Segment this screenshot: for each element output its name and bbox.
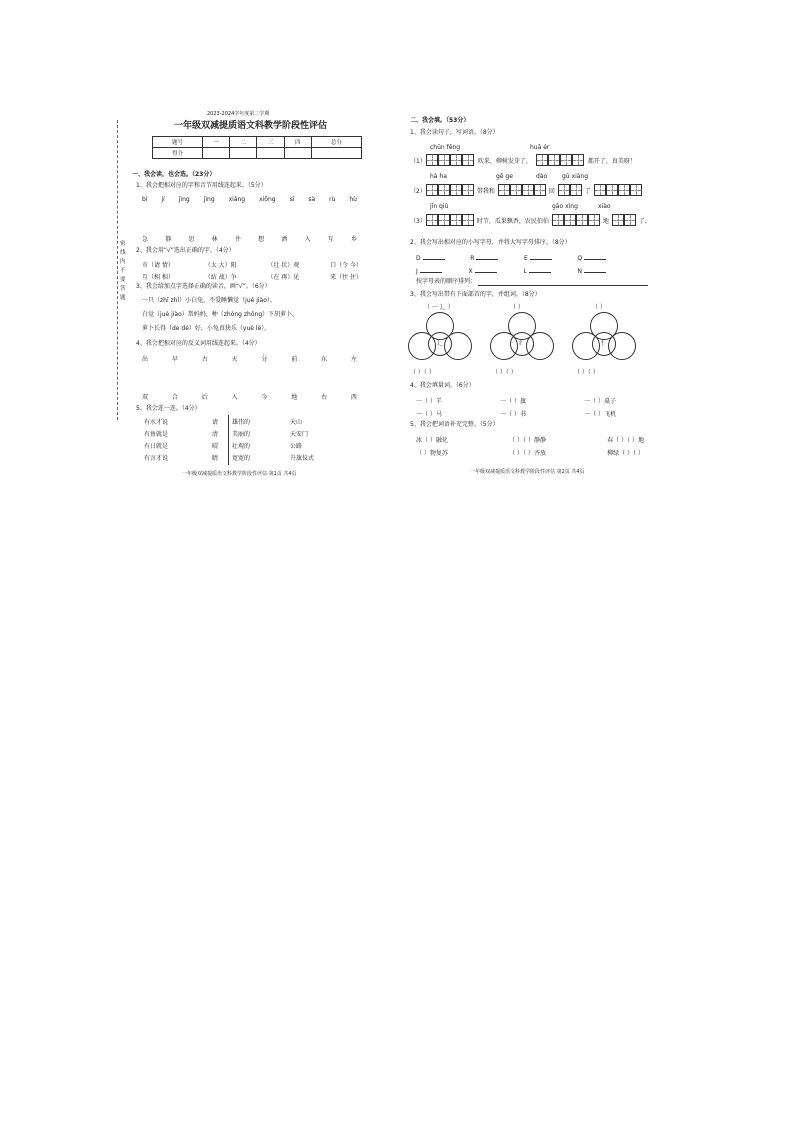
writing-box[interactable] <box>552 214 564 226</box>
pinyin: rù <box>329 196 336 203</box>
writing-box[interactable] <box>462 214 474 226</box>
order-answer-line[interactable] <box>478 279 648 286</box>
idiom-row-2 <box>416 448 644 457</box>
pinyin: xiǎng <box>228 196 246 203</box>
hanzi: 林 <box>211 236 218 243</box>
choice-item[interactable]: 市（请 情） <box>142 262 174 269</box>
q5-col-1 <box>144 417 200 465</box>
capital-letter: L <box>523 268 527 275</box>
hanzi: 想 <box>258 236 265 243</box>
q5-instruction: 5、我会连一连。（4分） <box>136 405 201 412</box>
hanzi: 睛 <box>212 455 219 462</box>
phrase: 宽宽的 <box>232 455 251 462</box>
hanzi: 静 <box>165 236 172 243</box>
pinyin: gū xiāng <box>562 173 589 180</box>
pinyin: bì <box>142 196 148 203</box>
hanzi: 后 <box>201 394 208 401</box>
q5-col-2 <box>212 417 224 465</box>
capital-letter: J <box>416 268 418 275</box>
q2-instruction: 2、我会写出相对应的小写字母，并将大写字母排序。（8分） <box>410 239 571 246</box>
pinyin: jìng <box>203 196 215 203</box>
measure-item[interactable]: 一（ ）书 <box>500 411 526 418</box>
score-cell[interactable] <box>311 148 361 159</box>
phrase: 有日就是 <box>144 443 169 450</box>
item-number: （1） <box>410 157 426 165</box>
writing-box[interactable] <box>438 154 450 166</box>
choice-item[interactable]: （在 再）见 <box>267 274 300 281</box>
q4-instruction: 4、我会把相对应的反义词用线连起来。（4分） <box>136 340 261 347</box>
hanzi: 入 <box>304 236 311 243</box>
choice-item[interactable]: （站 战）争 <box>204 274 237 281</box>
radical-top-label: （ 一 辶 ） <box>424 304 454 311</box>
q5-divider <box>228 415 229 465</box>
writing-box[interactable] <box>438 214 450 226</box>
radical-top-label: （ ） <box>510 304 524 311</box>
score-cell[interactable] <box>203 148 230 159</box>
hanzi: 晴 <box>212 443 219 450</box>
q2-instruction: 2、我会用“√”选出正确的字。（4分） <box>136 247 235 254</box>
section-2-heading: 二、我会填。（53分） <box>410 117 470 124</box>
phrase: 有言才说 <box>144 455 169 462</box>
score-head: 一 <box>203 137 230 148</box>
writing-box[interactable] <box>522 184 534 196</box>
pinyin: jìng <box>178 196 190 203</box>
pinyin: xiōng <box>259 196 276 203</box>
phrase: 有水才说 <box>144 419 169 426</box>
idiom-item[interactable]: （ ）（ ）静静 <box>509 437 546 444</box>
hanzi: 思 <box>188 236 195 243</box>
score-head: 二 <box>230 137 257 148</box>
word-blanks[interactable]: （ ）（ ） <box>574 369 599 376</box>
word-blanks[interactable]: （ ）（ ） <box>410 369 435 376</box>
radical: 纟 <box>518 340 525 347</box>
hanzi: 急 <box>142 236 149 243</box>
hanzi: 合 <box>171 394 178 401</box>
letter-blank[interactable] <box>529 266 551 273</box>
margin-warning: 密 线 内 不 要 答 题 <box>120 241 126 301</box>
writing-box[interactable] <box>564 214 576 226</box>
pinyin: chūn fēng <box>430 144 461 151</box>
q3-line-1[interactable]: 一只（zhī zhǐ）小白兔，不爱睡懒觉（jué jiào）。 <box>142 297 276 304</box>
measure-item[interactable]: 一（ ）桌子 <box>584 398 616 405</box>
phrase: 天安门 <box>290 431 309 438</box>
q1-line-3 <box>410 214 651 226</box>
hanzi: 右 <box>321 394 328 401</box>
writing-box[interactable] <box>510 184 522 196</box>
score-cell[interactable] <box>257 148 284 159</box>
pinyin: sī <box>289 196 295 203</box>
measure-item[interactable]: 一（ ）羊 <box>416 398 442 405</box>
hanzi: 西 <box>350 394 357 401</box>
capital-letter: Q <box>577 255 583 262</box>
choice-item[interactable]: 互（相 相） <box>142 274 174 281</box>
idiom-item[interactable]: 冰（ ）融化 <box>416 437 448 444</box>
measure-item[interactable]: 一（ ）飞机 <box>584 411 616 418</box>
capital-letter: N <box>577 268 583 275</box>
pinyin: gāo xìng <box>552 203 578 210</box>
order-label: 按字母表的顺序排列： <box>416 278 477 285</box>
writing-box[interactable] <box>594 184 606 196</box>
writing-box[interactable] <box>536 154 548 166</box>
hanzi: 清 <box>212 431 219 438</box>
phrase: 有鱼就是 <box>144 431 169 438</box>
measure-row-1 <box>416 396 616 405</box>
score-head: 题号 <box>153 137 203 148</box>
letter-blank[interactable] <box>476 253 498 260</box>
writing-box[interactable] <box>450 154 462 166</box>
score-cell[interactable] <box>284 148 311 159</box>
sentence-text: 带我和 <box>476 187 495 195</box>
sentence-text: 吹来，柳树发芽了， <box>477 157 532 165</box>
exam-page-2 <box>400 112 660 482</box>
writing-box[interactable] <box>426 214 438 226</box>
q4-instruction: 4、我会填量词。（6分） <box>410 382 475 389</box>
sentence-text: 地 <box>602 217 609 225</box>
letter-row-2 <box>416 266 606 275</box>
letter-blank[interactable] <box>584 266 606 273</box>
choice-item[interactable]: 口（令 今） <box>330 262 362 269</box>
term-label: 2023-2024学年度第二学期 <box>207 111 270 117</box>
hanzi: 双 <box>142 394 149 401</box>
pinyin: gē ge <box>496 173 513 180</box>
sentence-text: 了。 <box>638 217 651 225</box>
capital-letter: D <box>416 255 421 262</box>
writing-box[interactable] <box>450 184 462 196</box>
idiom-item[interactable]: （ ）物复苏 <box>416 450 448 457</box>
hanzi: 今 <box>261 394 268 401</box>
q4-bottom-row <box>142 392 357 401</box>
capital-letter: X <box>468 268 473 275</box>
pinyin: xiào <box>598 203 611 210</box>
hanzi: 前 <box>291 356 298 363</box>
exam-page-1 <box>112 112 380 482</box>
letter-blank[interactable] <box>530 253 552 260</box>
idiom-item[interactable]: 柳绿（ ）（ ） <box>607 450 644 457</box>
writing-box[interactable] <box>462 184 474 196</box>
q3-line-2[interactable]: 白觉（jué jiào）帮妈妈，种（zhòng zhǒng）下胡萝卜。 <box>142 311 299 318</box>
q5-instruction: 5、我会把词语补充完整。（5分） <box>410 421 499 428</box>
item-number: （2） <box>410 187 426 195</box>
hanzi: 早 <box>171 356 178 363</box>
item-number: （3） <box>410 217 426 225</box>
letter-blank[interactable] <box>475 266 497 273</box>
letter-blank[interactable] <box>420 266 442 273</box>
writing-box[interactable] <box>612 214 624 226</box>
q2-row-1 <box>142 260 362 269</box>
phrase: 天山 <box>290 419 303 426</box>
hanzi: 左 <box>350 356 357 363</box>
hanzi: 请 <box>212 419 219 426</box>
sentence-text: 回 <box>548 187 555 195</box>
q4-top-row <box>142 354 357 363</box>
page-footer: 一年级双减提质语文科教学阶段性评估 第2页 共4页 <box>470 469 585 475</box>
q1-line-2 <box>410 184 642 196</box>
sentence-text: 都开了，真美呀！ <box>587 157 636 165</box>
q2-row-2 <box>142 272 362 281</box>
writing-box[interactable] <box>450 214 462 226</box>
phrase: 公路 <box>290 443 303 450</box>
writing-box[interactable] <box>624 214 636 226</box>
word-blanks[interactable]: （ ）（ ） <box>492 369 517 376</box>
q1-pinyin-row <box>142 196 357 203</box>
writing-box[interactable] <box>438 184 450 196</box>
writing-box[interactable] <box>576 214 588 226</box>
phrase: 雄伟的 <box>232 419 251 426</box>
pinyin: sà <box>308 196 316 203</box>
radical-top-label: （ ） <box>592 304 606 311</box>
hanzi: 古 <box>201 356 208 363</box>
hanzi: 互 <box>327 236 334 243</box>
letter-blank[interactable] <box>584 253 606 260</box>
section-1-heading: 一、我会读，也会选。（23分） <box>132 171 216 178</box>
hanzi: 天 <box>231 356 238 363</box>
writing-box[interactable] <box>572 154 584 166</box>
writing-box[interactable] <box>498 184 510 196</box>
capital-letter: E <box>523 255 528 262</box>
score-head: 总分 <box>311 137 361 148</box>
writing-box[interactable] <box>548 154 560 166</box>
measure-row-2 <box>416 409 616 418</box>
writing-box[interactable] <box>534 184 546 196</box>
writing-box[interactable] <box>558 184 570 196</box>
q1-char-row <box>142 234 357 243</box>
choice-item[interactable]: （太 大）阳 <box>204 262 237 269</box>
choice-item[interactable]: 来（往 住） <box>330 274 362 281</box>
measure-item[interactable]: 一（ ）旗 <box>500 398 526 405</box>
writing-box[interactable] <box>618 184 630 196</box>
idiom-item[interactable]: 春（ ）（ ）地 <box>607 437 644 444</box>
choice-item[interactable]: （壮 状）观 <box>267 262 300 269</box>
pinyin: huā ér <box>530 144 550 151</box>
phrase: 美丽的 <box>232 431 251 438</box>
q1-line-1 <box>410 154 636 166</box>
radical-center <box>510 332 534 356</box>
writing-box[interactable] <box>606 184 618 196</box>
writing-box[interactable] <box>462 154 474 166</box>
q3-instruction: 3、我会写出带有下面部首的字，并组词。（8分） <box>410 291 541 298</box>
q3-line-3[interactable]: 萝卜长得（de dé）好，小兔真快乐（yuè lè）。 <box>142 325 271 332</box>
hanzi: 洒 <box>281 236 288 243</box>
phrase: 壮观的 <box>232 443 251 450</box>
letter-row-1 <box>416 253 606 262</box>
pinyin: jīn qiū <box>430 203 449 210</box>
radical-center <box>428 332 452 356</box>
writing-box[interactable] <box>570 184 582 196</box>
q1-instruction: 1、我会读句子，写词语。（8分） <box>410 129 499 136</box>
radical: 辶 <box>436 340 443 347</box>
page-footer: 一年级双减提质语文科教学阶段性评估 第1页 共4页 <box>182 471 297 477</box>
writing-box[interactable] <box>630 184 642 196</box>
score-table <box>152 136 362 159</box>
q5-col-3 <box>232 417 282 465</box>
exam-title: 一年级双减提质语文科教学阶段性评估 <box>174 121 328 131</box>
hanzi: 井 <box>234 236 241 243</box>
radical: 忄 <box>600 340 607 347</box>
hanzi: 出 <box>142 356 149 363</box>
sentence-text: 了 <box>584 187 591 195</box>
measure-item[interactable]: 一（ ）马 <box>416 411 442 418</box>
hanzi: 地 <box>291 394 298 401</box>
sentence-text: 时节，瓜果飘香，农民伯伯 <box>476 217 549 225</box>
hanzi: 乡 <box>350 236 357 243</box>
hanzi: 东 <box>321 356 328 363</box>
pinyin: hù <box>349 196 357 203</box>
pinyin: jí <box>161 196 165 203</box>
q3-instruction: 3、我会给加点字选择正确的读音，画“√”。（6分） <box>136 283 271 290</box>
score-head: 三 <box>257 137 284 148</box>
pinyin: hà ha <box>430 173 447 180</box>
q1-instruction: 1、我会把相对应的字和音节用线连起来。（5分） <box>136 182 267 189</box>
writing-box[interactable] <box>426 184 438 196</box>
radical-center <box>592 332 616 356</box>
q5-col-4 <box>290 417 350 465</box>
capital-letter: R <box>470 255 475 262</box>
writing-box[interactable] <box>560 154 572 166</box>
writing-box[interactable] <box>588 214 600 226</box>
score-cell[interactable] <box>230 148 257 159</box>
writing-box[interactable] <box>426 154 438 166</box>
letter-blank[interactable] <box>423 253 445 260</box>
hanzi: 分 <box>261 356 268 363</box>
score-row-label: 得分 <box>153 148 203 159</box>
score-head: 四 <box>284 137 311 148</box>
phrase: 升旗仪式 <box>290 455 315 462</box>
pinyin: dào <box>536 173 548 180</box>
idiom-item[interactable]: （ ）（ ）齐放 <box>509 450 546 457</box>
idiom-row-1 <box>416 435 644 444</box>
hanzi: 入 <box>231 394 238 401</box>
